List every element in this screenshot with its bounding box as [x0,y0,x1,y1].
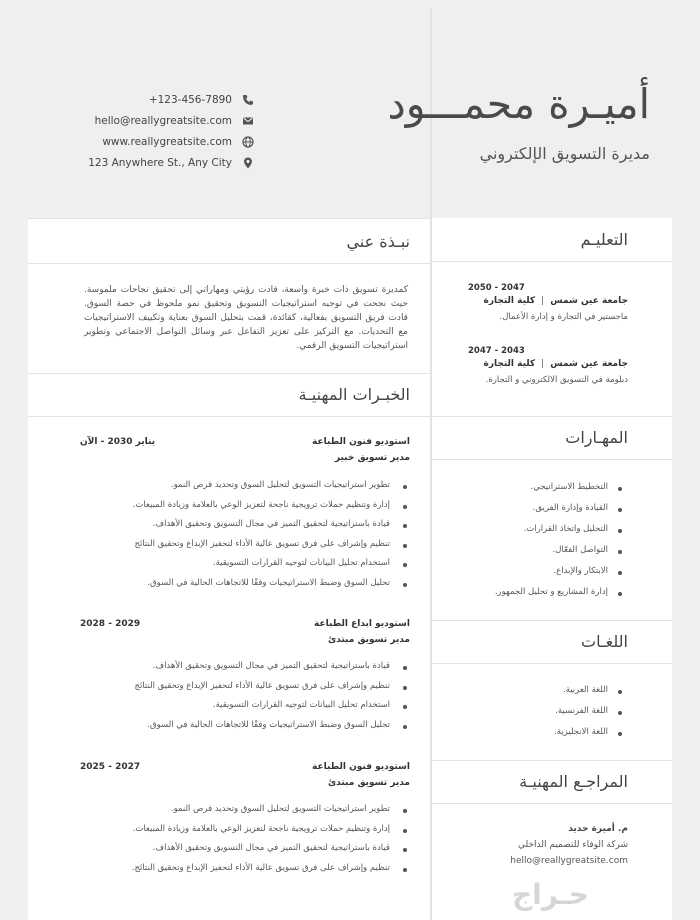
job-bullets [100,661,410,739]
skill-item: الابتكار والإبداع. [464,566,624,587]
bullet-item: تحليل السوق وضبط الاستراتيجيات وفقًا للاتجاهات الحالية في السوق. [100,578,410,598]
divider [432,760,672,761]
bullet-item: تنظيم وإشراف على فرق تسويق عالية الأداء لتحفيز الإبداع وتحقيق النتائج. [100,863,410,883]
college-name: كلية التجارة [483,296,536,306]
university-name: جامعة عين شمس [550,359,628,369]
job-bullets [100,804,410,882]
contact-email [78,113,254,134]
job-role: مدير تسويق مبتدئ [327,635,410,645]
contact-block [78,92,254,176]
email-text: hello@reallygreatsite.com [94,115,232,127]
education-date: 2047 - 2050 [468,283,525,293]
separator: | [541,296,545,306]
skill-item: التخطيط الاستراتيجي. [464,482,624,503]
college-name: كلية التجارة [483,359,536,369]
job-date: يناير 2030 - الآن [80,437,156,447]
contact-address [78,155,254,176]
bullet-item: تحليل السوق وضبط الاستراتيجيات وفقًا للاتجاهات الحالية في السوق. [100,720,410,740]
skill-item: القيادة وإدارة الفريق. [464,503,624,524]
bullet-item: قيادة باستراتيجية لتحقيق التميز في مجال التسويق وتحقيق الأهداف. [100,519,410,539]
job-date: 2027 - 2025 [80,762,141,772]
resume-page [28,8,672,920]
watermark: حـراج [512,878,589,911]
job-date: 2029 - 2028 [80,619,141,629]
bullet-item: تطوير استراتيجيات التسويق لتحليل السوق وتحديد فرص النمو. [100,804,410,824]
reference-email: hello@reallygreatsite.com [510,856,628,866]
separator: | [541,359,545,369]
university-name: جامعة عين شمس [550,296,628,306]
education-school [468,296,628,312]
languages-list [464,685,624,748]
job-role: مدير تسويق خبير [334,453,410,463]
education-degree: دبلومة في التسويق الالكتروني و التجارة. [485,375,628,385]
bullet-item: استخدام تحليل البيانات لتوجيه القرارات التسويقية. [100,558,410,578]
company-name: استوديو فنون الطباعة [312,437,410,447]
references-heading: المراجـع المهنيـة [519,772,628,791]
bullet-item: تنظيم وإشراف على فرق تسويق عالية الأداء لتحفيز الإبداع وتحقيق النتائج [100,681,410,701]
about-text: كمديرة تسويق ذات خبرة واسعة، قادت رؤيتي ومهاراتي إلى تحقيق نجاحات ملموسة. حيث نجحت في توجيه استراتيجيات التسويق وتحقيق نمو ملحوظ في حصة السوق. قادت فريق التسويق بفعالية، كقائدة، قمت بتحليل السوق بعناية وتكييف الاستراتيجيات مع التحديات. مع التركيز على تعزيز التفاعل عبر وسائل التواصل الاجتماعي وتطوير استراتيجيات التسويق الرقمي. [84,285,408,351]
phone-text: +123-456-7890 [148,94,232,106]
divider [28,373,430,374]
company-name: استوديو ابداع الطباعة [314,619,410,629]
company-name: استوديو فنون الطباعة [312,762,410,772]
contact-website [78,134,254,155]
divider [432,663,672,664]
bullet-item: استخدام تحليل البيانات لتوجيه القرارات التسويقية. [100,700,410,720]
reference-name: م. أميرة حديد [568,824,628,834]
skill-item: التحليل واتخاذ القرارات. [464,524,624,545]
skills-heading: المهـارات [565,428,628,447]
skill-item: إدارة المشاريع و تحليل الجمهور. [464,587,624,608]
column-divider [430,8,432,920]
person-name: أميـرة محمـــود [387,80,650,128]
education-date: 2043 - 2047 [468,346,525,356]
divider [28,263,430,264]
website-text: www.reallygreatsite.com [102,136,232,148]
address-text: 123 Anywhere St., Any City [88,157,232,169]
skills-list [464,482,624,608]
skill-item: التواصل الفعّال. [464,545,624,566]
about-heading: نبـذة عني [346,232,410,251]
bullet-item: إدارة وتنظيم حملات ترويجية ناجحة لتعزيز الوعي بالعلامة وزيادة المبيعات. [100,500,410,520]
bullet-item: إدارة وتنظيم حملات ترويجية ناجحة لتعزيز الوعي بالعلامة وزيادة المبيعات. [100,824,410,844]
reference-item [448,824,628,872]
language-item: اللغة العربية. [464,685,624,706]
education-item [468,283,628,322]
education-item [468,346,628,385]
divider [432,261,672,262]
divider [432,459,672,460]
bullet-item: قيادة باستراتيجية لتحقيق التميز في مجال التسويق وتحقيق الأهداف. [100,661,410,681]
education-heading: التعليـم [580,230,628,249]
education-school [468,359,628,375]
globe-icon [242,136,254,148]
divider [432,803,672,804]
bullet-item: تنظيم وإشراف على فرق تسويق عالية الأداء لتحفيز الإبداع وتحقيق النتائج [100,539,410,559]
language-item: اللغة الانجليزية. [464,727,624,748]
location-pin-icon [242,157,254,169]
reference-organization: شركة الوفاء للتصميم الداخلي [517,840,628,850]
envelope-icon [242,115,254,127]
divider [28,218,430,219]
experience-heading: الخبـرات المهنيـة [298,385,410,404]
language-item: اللغة الفرنسية. [464,706,624,727]
divider [28,416,430,417]
bullet-item: تطوير استراتيجيات التسويق لتحليل السوق وتحديد فرص النمو. [100,480,410,500]
phone-icon [242,94,254,106]
contact-phone [78,92,254,113]
bullet-item: قيادة باستراتيجية لتحقيق التميز في مجال التسويق وتحقيق الأهداف. [100,843,410,863]
job-bullets [100,480,410,597]
job-title: مديرة التسويق الإلكتروني [479,144,650,163]
divider [432,416,672,417]
job-role: مدير تسويق مبتدئ [327,778,410,788]
languages-heading: اللغـات [581,632,628,651]
divider [432,620,672,621]
education-degree: ماجستير في التجارة و إدارة الأعمال. [499,312,628,322]
